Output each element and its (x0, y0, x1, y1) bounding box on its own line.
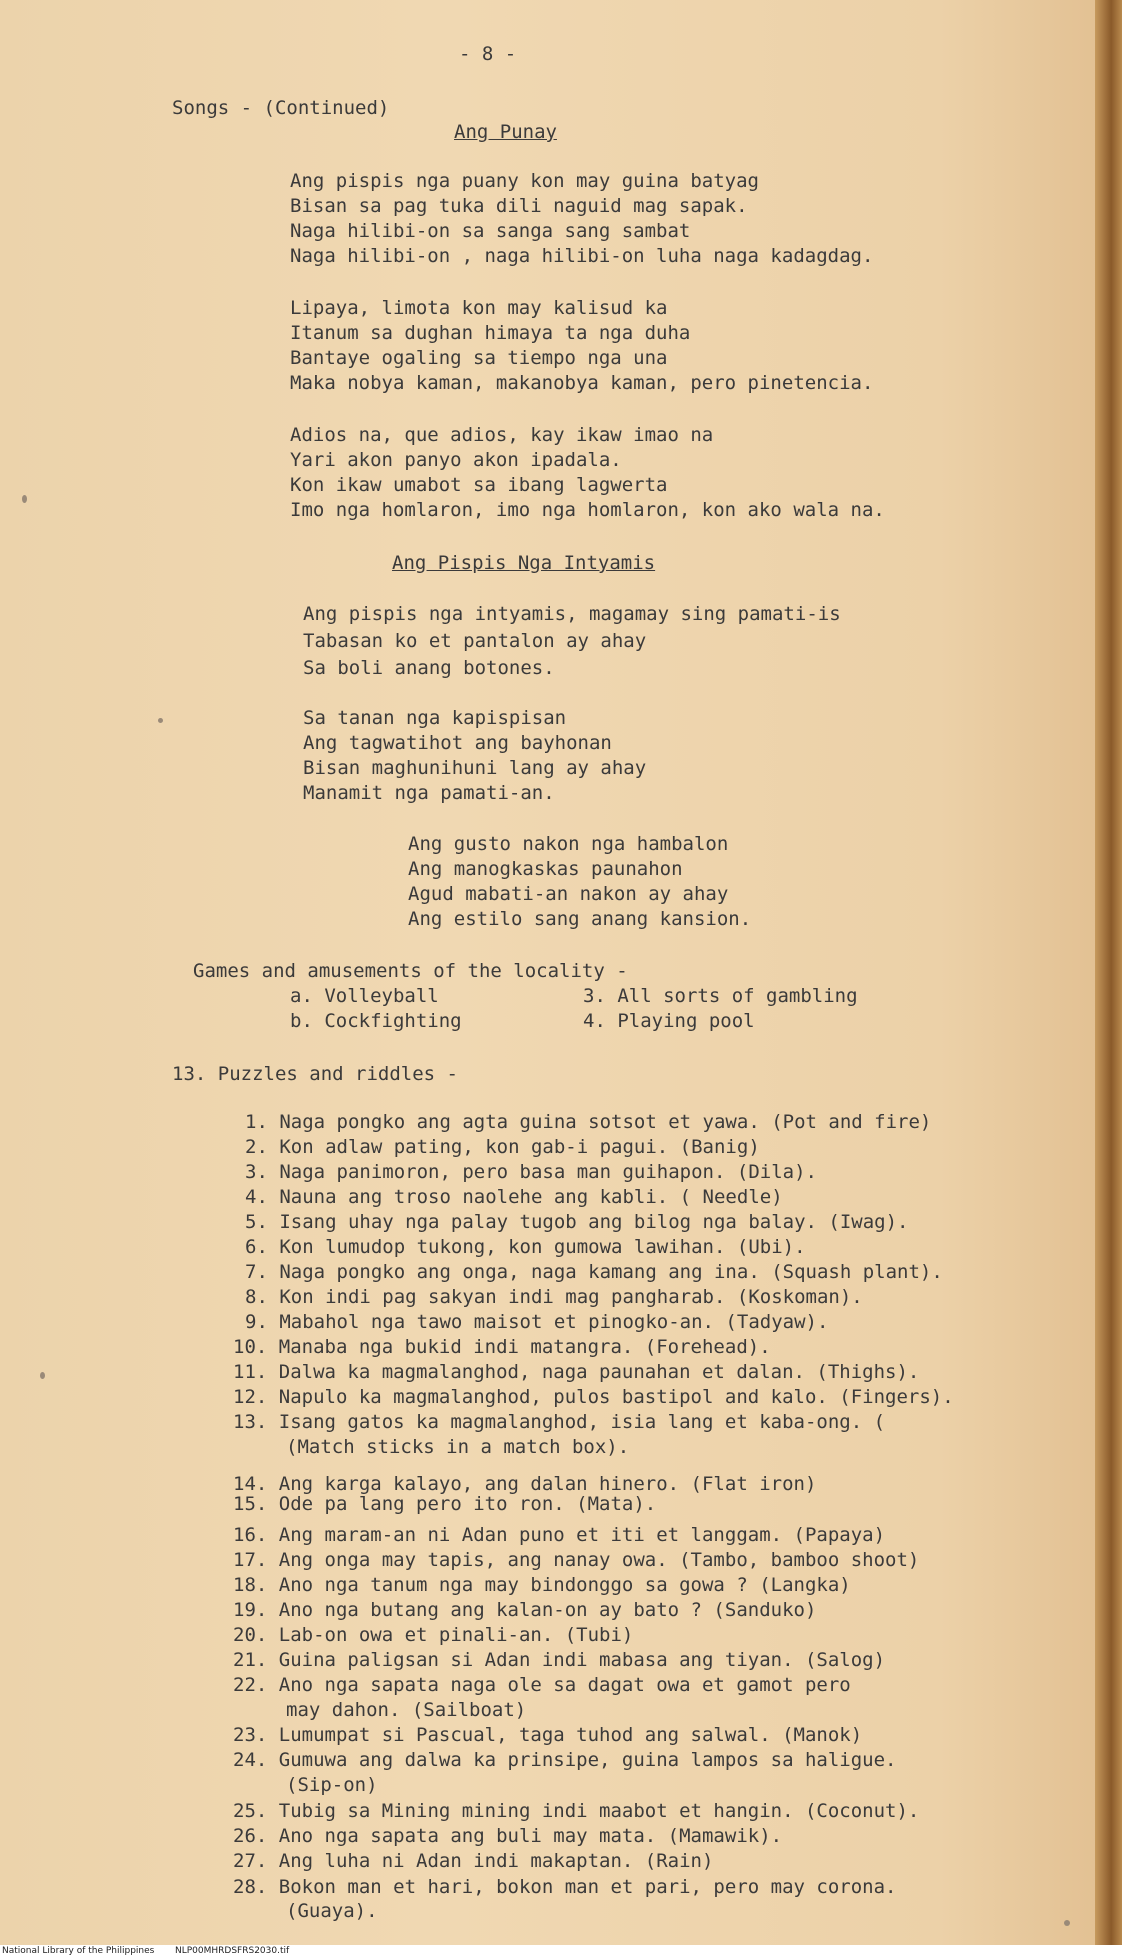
riddle-line: 8. Kon indi pag sakyan indi mag pangharab. (Koskoman). (245, 1286, 863, 1308)
riddle-line: 9. Mabahol nga tawo maisot et pinogko-an. (Tadyaw). (245, 1311, 829, 1333)
song-line: Bisan maghunihuni lang ay ahay (303, 757, 647, 779)
games-item: a. Volleyball (290, 985, 439, 1007)
song-line: Ang pispis nga intyamis, magamay sing pamati-is (303, 603, 841, 625)
song-line: Agud mabati-an nakon ay ahay (408, 883, 729, 905)
riddle-line: 23. Lumumpat si Pascual, taga tuhod ang salwal. (Manok) (233, 1724, 863, 1746)
song-line: Sa tanan nga kapispisan (303, 707, 567, 729)
riddle-line: 12. Napulo ka magmalanghod, pulos bastipol and kalo. (Fingers). (233, 1386, 954, 1408)
paper-speck (158, 718, 163, 723)
riddle-line: (Match sticks in a match box). (286, 1436, 630, 1458)
riddle-line: 13. Isang gatos ka magmalanghod, isia lang et kaba-ong. ( (233, 1411, 886, 1433)
games-heading: Games and amusements of the locality - (193, 960, 628, 982)
binding-edge (1095, 0, 1122, 1958)
riddle-line: may dahon. (Sailboat) (286, 1699, 527, 1721)
puzzles-heading: 13. Puzzles and riddles - (172, 1063, 458, 1085)
song-line: Ang pispis nga puany kon may guina batyag (290, 170, 759, 192)
song-line: Ang tagwatihot ang bayhonan (303, 732, 612, 754)
song-line: Bisan sa pag tuka dili naguid mag sapak. (290, 195, 748, 217)
song-line: Imo nga homlaron, imo nga homlaron, kon ako wala na. (290, 499, 885, 521)
riddle-line: 25. Tubig sa Mining mining indi maabot et hangin. (Coconut). (233, 1800, 920, 1822)
song-line: Ang manogkaskas paunahon (408, 858, 683, 880)
paper-speck (40, 1372, 45, 1379)
song-line: Yari akon panyo akon ipadala. (290, 449, 622, 471)
paper-speck (1064, 1920, 1070, 1926)
riddle-line: 1. Naga pongko ang agta guina sotsot et yawa. (Pot and fire) (245, 1111, 932, 1133)
song-title: Ang Pispis Nga Intyamis (392, 552, 656, 574)
riddle-line: 3. Naga panimoron, pero basa man guihapon. (Dila). (245, 1161, 817, 1183)
riddle-line: 19. Ano nga butang ang kalan-on ay bato ? (Sanduko) (233, 1599, 817, 1621)
riddle-line: 22. Ano nga sapata naga ole sa dagat owa et gamot pero (233, 1674, 851, 1696)
song-line: Lipaya, limota kon may kalisud ka (290, 297, 668, 319)
song-title: Ang Punay (454, 121, 557, 143)
song-line: Sa boli anang botones. (303, 657, 555, 679)
riddle-line: (Guaya). (286, 1900, 378, 1922)
riddle-line: 16. Ang maram-an ni Adan puno et iti et langgam. (Papaya) (233, 1524, 886, 1546)
games-item: 4. Playing pool (583, 1010, 755, 1032)
page-number: - 8 - (459, 43, 517, 65)
song-line: Tabasan ko et pantalon ay ahay (303, 630, 647, 652)
riddle-line: 17. Ang onga may tapis, ang nanay owa. (Tambo, bamboo shoot) (233, 1549, 920, 1571)
riddle-line: (Sip-on) (286, 1774, 378, 1796)
songs-heading: Songs - (Continued) (172, 97, 390, 119)
riddle-line: 4. Nauna ang troso naolehe ang kabli. ( Needle) (245, 1186, 783, 1208)
scan-footer (0, 1945, 1122, 1958)
riddle-line: 28. Bokon man et hari, bokon man et pari, pero may corona. (233, 1876, 897, 1898)
song-line: Manamit nga pamati-an. (303, 782, 555, 804)
riddle-line: 26. Ano nga sapata ang buli may mata. (Mamawik). (233, 1825, 783, 1847)
riddle-line: 10. Manaba nga bukid indi matangra. (Forehead). (233, 1336, 771, 1358)
song-line: Bantaye ogaling sa tiempo nga una (290, 347, 668, 369)
footer-file: NLP00MHRDSFRS2030.tif (175, 1946, 290, 1956)
riddle-line: 14. Ang karga kalayo, ang dalan hinero. (Flat iron) (233, 1473, 817, 1495)
song-line: Naga hilibi-on sa sanga sang sambat (290, 220, 691, 242)
riddle-line: 24. Gumuwa ang dalwa ka prinsipe, guina lampos sa haligue. (233, 1749, 897, 1771)
song-line: Naga hilibi-on , naga hilibi-on luha naga kadagdag. (290, 245, 874, 267)
song-line: Ang estilo sang anang kansion. (408, 908, 752, 930)
riddle-line: 7. Naga pongko ang onga, naga kamang ang ina. (Squash plant). (245, 1261, 943, 1283)
games-item: b. Cockfighting (290, 1010, 462, 1032)
song-line: Adios na, que adios, kay ikaw imao na (290, 424, 714, 446)
riddle-line: 27. Ang luha ni Adan indi makaptan. (Rain) (233, 1850, 714, 1872)
song-line: Maka nobya kaman, makanobya kaman, pero pinetencia. (290, 372, 874, 394)
riddle-line: 11. Dalwa ka magmalanghod, naga paunahan et dalan. (Thighs). (233, 1361, 920, 1383)
riddle-line: 6. Kon lumudop tukong, kon gumowa lawihan. (Ubi). (245, 1236, 806, 1258)
riddle-line: 15. Ode pa lang pero ito ron. (Mata). (233, 1493, 657, 1515)
riddle-line: 2. Kon adlaw pating, kon gab-i pagui. (Banig) (245, 1136, 760, 1158)
paper-speck (22, 495, 27, 503)
riddle-line: 21. Guina paligsan si Adan indi mabasa ang tiyan. (Salog) (233, 1649, 886, 1671)
riddle-line: 5. Isang uhay nga palay tugob ang bilog nga balay. (Iwag). (245, 1211, 909, 1233)
song-line: Kon ikaw umabot sa ibang lagwerta (290, 474, 668, 496)
games-item: 3. All sorts of gambling (583, 985, 858, 1007)
song-line: Ang gusto nakon nga hambalon (408, 833, 729, 855)
riddle-line: 20. Lab-on owa et pinali-an. (Tubi) (233, 1624, 634, 1646)
song-line: Itanum sa dughan himaya ta nga duha (290, 322, 691, 344)
footer-library: National Library of the Philippines (2, 1946, 155, 1956)
riddle-line: 18. Ano nga tanum nga may bindonggo sa gowa ? (Langka) (233, 1574, 851, 1596)
